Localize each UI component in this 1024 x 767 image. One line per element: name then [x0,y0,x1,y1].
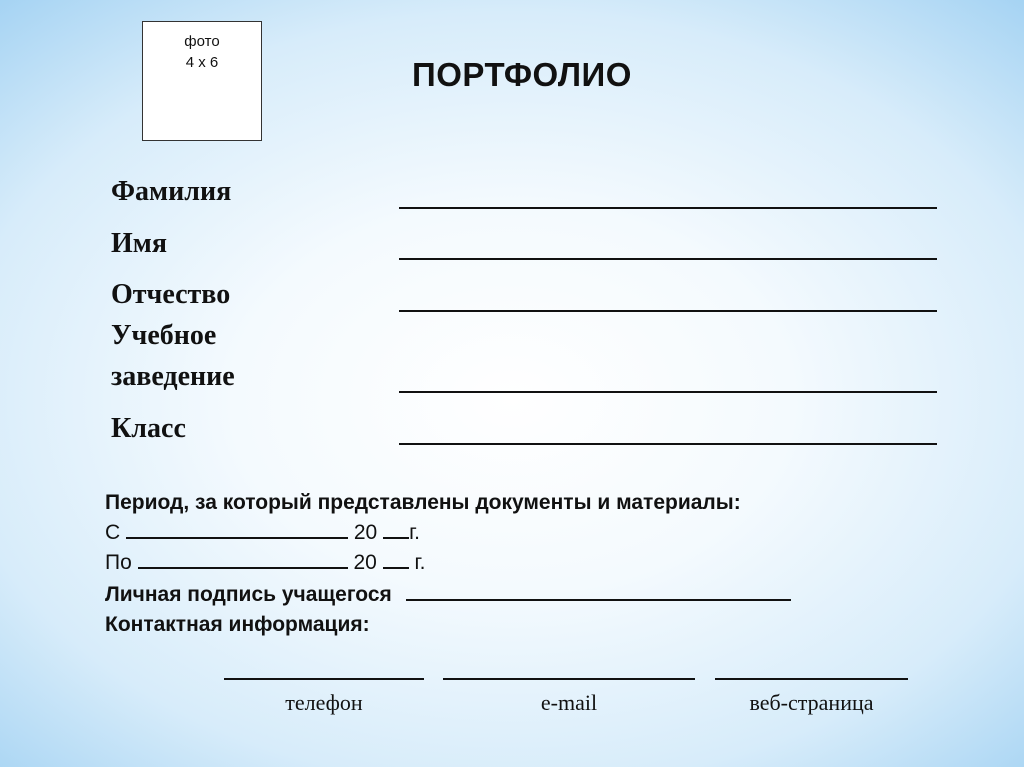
field-label-school-line1: Учебное [111,320,217,351]
field-label-surname: Фамилия [111,176,232,207]
period-to-prefix: По [105,551,132,574]
signature-blank[interactable] [406,581,791,601]
web-page-blank[interactable] [715,678,908,680]
period-to-year-blank[interactable] [383,549,409,569]
period-from-suffix: г. [409,521,420,544]
period-from-date-blank[interactable] [126,519,348,539]
field-line-class[interactable] [399,443,937,445]
web-page-label: веб-страница [749,690,874,715]
field-line-name[interactable] [399,258,937,260]
page-title: ПОРТФОЛИО [412,56,632,93]
period-from-row [105,518,420,548]
photo-placeholder [142,21,262,141]
signature-label: Личная подпись учащегося [105,583,392,606]
period-from-year: 20 [353,521,378,544]
period-from-year-blank[interactable] [383,519,409,539]
photo-label: фото [184,33,220,50]
period-to-year: 20 [353,551,377,574]
period-from-prefix: С [105,521,121,544]
field-label-school-line2: заведение [111,361,235,392]
field-line-patronymic[interactable] [399,310,937,312]
email-blank[interactable] [443,678,695,680]
field-label-class: Класс [111,413,186,444]
phone-blank[interactable] [224,678,424,680]
photo-size-label: 4 х 6 [185,54,219,71]
contact-heading: Контактная информация: [105,613,370,636]
period-to-suffix: г. [414,551,426,574]
signature-row [105,580,791,610]
period-to-row [105,548,425,578]
phone-label: телефон [285,690,363,715]
field-line-school[interactable] [399,391,937,393]
period-to-date-blank[interactable] [138,549,348,569]
field-label-name: Имя [111,228,167,259]
period-heading: Период, за который представлены документы и материалы: [105,491,741,514]
field-label-patronymic: Отчество [111,279,231,310]
email-label: e-mail [540,690,598,715]
field-line-surname[interactable] [399,207,937,209]
